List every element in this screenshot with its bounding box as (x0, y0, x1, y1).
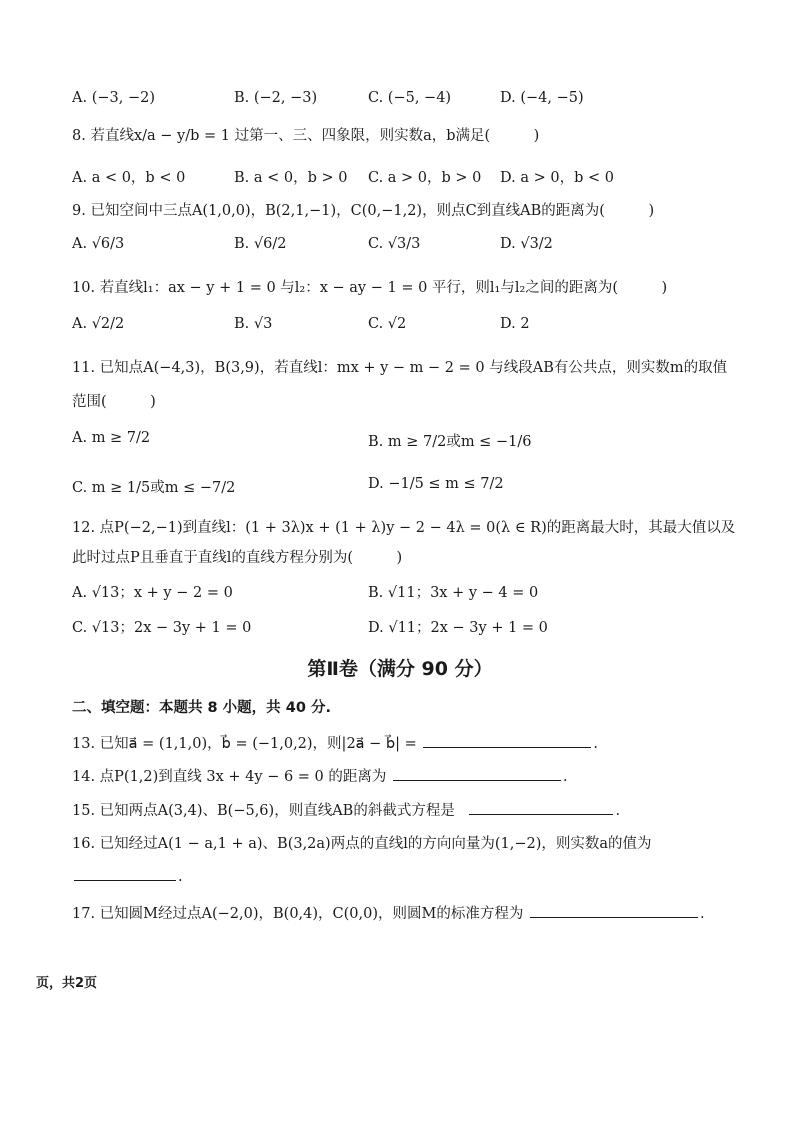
q11-option-d: D. −1/5 ≤ m ≤ 7/2 (368, 476, 504, 492)
q17-text: 17. 已知圆M经过点A(−2,0)，B(0,4)，C(0,0)，则圆M的标准方程为 (72, 906, 524, 922)
q8-option-b: B. a < 0，b > 0 (234, 170, 348, 186)
q7-option-d: D. (−4, −5) (500, 90, 584, 106)
q13-line (72, 732, 598, 753)
q10-options (72, 316, 752, 338)
q12-stem-line2: 此时过点P且垂直于直线l的直线方程分别为( ) (72, 550, 403, 566)
q17-line (72, 902, 705, 923)
q15-text: 15. 已知两点A(3,4)、B(−5,6)，则直线AB的斜截式方程是 (72, 803, 455, 819)
q15-end: . (615, 803, 621, 819)
q7-option-a: A. (−3, −2) (72, 90, 155, 106)
page-footer: 页，共2页 (36, 976, 98, 991)
q9-option-d: D. √3/2 (500, 236, 553, 252)
q13-answer-blank[interactable] (423, 733, 591, 748)
q13-text: 13. 已知a⃗ = (1,1,0)，b⃗ = (−1,0,2)，则|2a⃗ − b⃗| = (72, 736, 417, 752)
q9-option-c: C. √3/3 (368, 236, 421, 252)
q8-option-c: C. a > 0，b > 0 (368, 170, 482, 186)
q13-end: . (593, 736, 598, 752)
q8-option-a: A. a < 0，b < 0 (72, 170, 186, 186)
q11-stem-line1: 11. 已知点A(−4,3)，B(3,9)，若直线l：mx + y − m − 2 = 0 与线段AB有公共点，则实数m的取值 (72, 360, 728, 376)
q9-options (72, 236, 752, 258)
q9-option-a: A. √6/3 (72, 236, 125, 252)
q16-answer-blank[interactable] (74, 866, 176, 881)
q11-options-row1 (72, 430, 752, 452)
q11-stem-line2: 范围( ) (72, 394, 156, 410)
section-heading: 二、填空题：本题共 8 小题，共 40 分. (72, 700, 331, 716)
q15-answer-blank[interactable] (469, 800, 613, 815)
q15-line (72, 799, 620, 820)
q14-line (72, 765, 568, 786)
q14-end: . (563, 769, 568, 785)
q10-option-a: A. √2/2 (72, 316, 125, 332)
q9-option-b: B. √6/2 (234, 236, 287, 252)
q7-options (72, 90, 752, 112)
q8-options (72, 166, 752, 188)
q10-option-c: C. √2 (368, 316, 407, 332)
q16-end: . (178, 869, 183, 885)
q11-options-row2 (72, 476, 752, 498)
q16-answer-line (72, 866, 183, 885)
q11-option-c: C. m ≥ 1/5或m ≤ −7/2 (72, 480, 236, 496)
q10-option-d: D. 2 (500, 316, 530, 332)
section-title: 第Ⅱ卷（满分 90 分） (307, 658, 493, 680)
q16-line: 16. 已知经过A(1 − a,1 + a)、B(3,2a)两点的直线l的方向向量为(1,−2)，则实数a的值为 (72, 836, 652, 852)
q7-option-b: B. (−2, −3) (234, 90, 318, 106)
q12-options-row1 (72, 581, 752, 603)
q12-option-c: C. √13；2x − 3y + 1 = 0 (72, 620, 252, 636)
q8-stem: 8. 若直线x/a − y/b = 1 过第一、三、四象限，则实数a，b满足( ) (72, 128, 540, 144)
q10-option-b: B. √3 (234, 316, 273, 332)
q9-stem: 9. 已知空间中三点A(1,0,0)，B(2,1,−1)，C(0,−1,2)，则点C到直线AB的距离为( ) (72, 203, 655, 219)
q12-option-a: A. √13；x + y − 2 = 0 (72, 585, 233, 601)
q17-answer-blank[interactable] (530, 903, 698, 918)
q12-option-b: B. √11；3x + y − 4 = 0 (368, 585, 539, 601)
q17-end: . (699, 906, 705, 922)
q12-stem-line1: 12. 点P(−2,−1)到直线l：(1 + 3λ)x + (1 + λ)y − 2 − 4λ = 0(λ ∈ R)的距离最大时，其最大值以及 (72, 520, 736, 536)
q12-options-row2 (72, 616, 752, 638)
q11-option-a: A. m ≥ 7/2 (72, 430, 151, 446)
q7-option-c: C. (−5, −4) (368, 90, 452, 106)
q10-stem: 10. 若直线l₁：ax − y + 1 = 0 与l₂：x − ay − 1 = 0 平行，则l₁与l₂之间的距离为( ) (72, 280, 668, 296)
q14-answer-blank[interactable] (393, 766, 561, 781)
q14-text: 14. 点P(1,2)到直线 3x + 4y − 6 = 0 的距离为 (72, 769, 387, 785)
q12-option-d: D. √11；2x − 3y + 1 = 0 (368, 620, 548, 636)
q11-option-b: B. m ≥ 7/2或m ≤ −1/6 (368, 434, 532, 450)
q8-option-d: D. a > 0，b < 0 (500, 170, 614, 186)
